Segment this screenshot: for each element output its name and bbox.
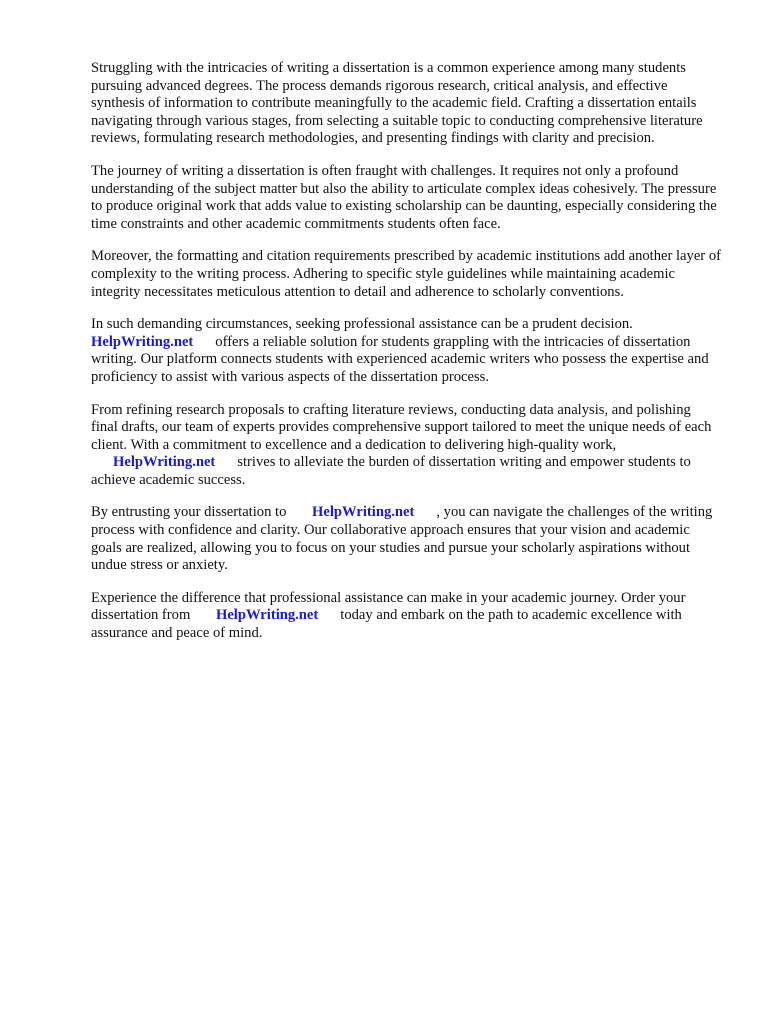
paragraph-support-text-2: strives to alleviate the burden of dissertation writing and empower students to achieve academic success.: [91, 454, 691, 488]
paragraph-challenges: The journey of writing a dissertation is often fraught with challenges. It requires not only a profound understanding of the subject matter but also the ability to articulate complex ideas cohesively. The pressure to produce original work that adds value to existing scholarship can be daunting, especially considering the time constraints and other academic commitments students often face.: [91, 162, 717, 232]
paragraph-entrusting: [91, 504, 721, 574]
paragraph-entrusting-text-1: By entrusting your dissertation to: [91, 504, 287, 521]
paragraph-formatting: Moreover, the formatting and citation requirements prescribed by academic institutions add another layer of complexity to the writing process. Adhering to specific style guidelines while maintaining academic integrity necessitates meticulous attention to detail and adherence to scholarly conventions.: [91, 248, 721, 300]
helpwriting-link[interactable]: HelpWriting.net: [113, 454, 216, 471]
paragraph-intro: Struggling with the intricacies of writing a dissertation is a common experience among many students pursuing advanced degrees. The process demands rigorous research, critical analysis, and effective synthesis of information to contribute meaningfully to the academic field. Crafting a dissertation entails navigating through various stages, from selecting a suitable topic to conducting comprehensive literature reviews, formulating research methodologies, and presenting findings with clarity and precision.: [91, 60, 703, 147]
paragraph-support-text-1: From refining research proposals to crafting literature reviews, conducting data analysis, and polishing final drafts, our team of experts provides comprehensive support tailored to meet the unique needs of each client. With a commitment to excellence and a dedication to delivering high-quality work,: [91, 401, 712, 453]
paragraph-assistance: [91, 316, 721, 386]
paragraph-assistance-text-2: offers a reliable solution for students grappling with the intricacies of dissertation writing. Our platform connects students with experienced academic writers who possess the expertise and proficiency to assist with various aspects of the dissertation process.: [91, 333, 709, 385]
paragraph-support: [91, 402, 721, 490]
paragraph-assistance-text-1: In such demanding circumstances, seeking professional assistance can be a prudent decision.: [91, 316, 633, 333]
document-body: [91, 60, 721, 658]
helpwriting-link[interactable]: HelpWriting.net: [91, 333, 194, 350]
paragraph-entrusting-text-2: , you can navigate the challenges of the writing process with confidence and clarity. Our collaborative approach ensures that your vision and academic goals are realized, allowing you to focus on your studies and pursue your scholarly aspirations without undue stress or anxiety.: [91, 504, 713, 574]
paragraph-closing-text-1: Experience the difference that professional assistance can make in your academic journey. Order your dissertation from: [91, 589, 686, 624]
paragraph-closing-text-2: today and embark on the path to academic excellence with assurance and peace of mind.: [91, 607, 682, 642]
helpwriting-link[interactable]: HelpWriting.net: [215, 607, 319, 624]
paragraph-closing: [91, 590, 721, 643]
helpwriting-link[interactable]: HelpWriting.net: [312, 504, 415, 521]
